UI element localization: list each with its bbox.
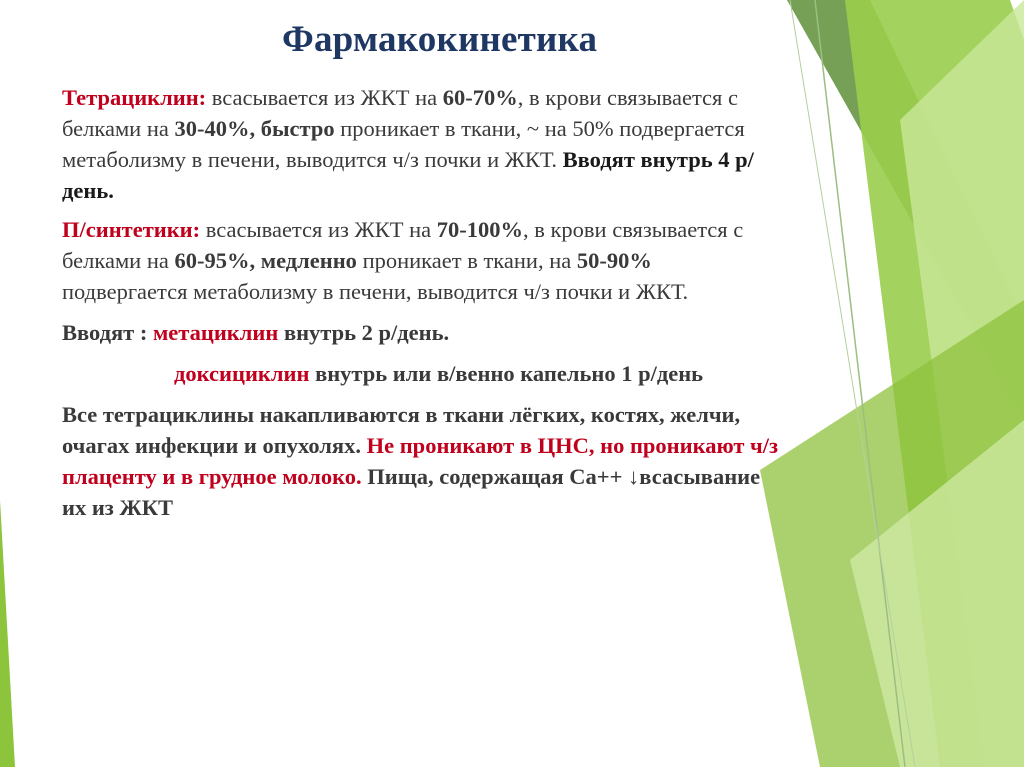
dosage-text: внутрь или в/венно капельно 1 р/день bbox=[309, 361, 704, 386]
slide-title: Фармакокинетика bbox=[282, 19, 598, 60]
green-band-left bbox=[0, 500, 15, 767]
dosage-text: Вводят внутрь 4 р/день. bbox=[62, 147, 754, 203]
text-span: проникает в ткани, ~ на 50% подвергается метаболизму в печени, выводится ч/з почки и ЖКТ. bbox=[62, 116, 745, 172]
text-span: , в крови связывается с белками на bbox=[62, 85, 739, 141]
paragraph-administration bbox=[62, 317, 782, 348]
value-protein-binding: 60-95%, медленно bbox=[174, 248, 357, 273]
text-span: всасывается из ЖКТ на bbox=[206, 85, 443, 110]
text-span: , в крови связывается с белками на bbox=[62, 217, 744, 273]
value-absorption: 60-70% bbox=[442, 85, 518, 110]
administration-lead: Вводят : bbox=[62, 320, 153, 345]
text-span: проникает в ткани, на bbox=[356, 248, 577, 273]
paragraph-semisynthetics bbox=[62, 214, 782, 307]
value-absorption: 70-100% bbox=[436, 217, 523, 242]
text-span: Пища, содержащая Са++ ↓всасывание их из ЖКТ bbox=[62, 464, 761, 520]
slide-body bbox=[62, 82, 782, 523]
dosage-text: внутрь 2 р/день. bbox=[278, 320, 450, 345]
drug-name-semisynthetics: П/синтетики: bbox=[62, 217, 201, 242]
drug-name-tetracycline: Тетрациклин: bbox=[62, 85, 207, 110]
text-span: всасывается из ЖКТ на bbox=[200, 217, 437, 242]
drug-name-doxycycline: доксициклин bbox=[174, 361, 310, 386]
value-protein-binding: 30-40%, быстро bbox=[174, 116, 335, 141]
text-span: Все тетрациклины накапливаются в ткани лёгких, костях, желчи, очагах инфекции и опухолях. bbox=[62, 402, 741, 458]
drug-name-metacycline: метациклин bbox=[152, 320, 279, 345]
paragraph-doxycycline bbox=[62, 358, 782, 389]
paragraph-distribution bbox=[62, 399, 782, 523]
paragraph-tetracycline bbox=[62, 82, 782, 206]
text-span: подвергается метаболизму в печени, выводится ч/з почки и ЖКТ. bbox=[62, 279, 689, 304]
warning-text: Не проникают в ЦНС, но проникают ч/з плаценту и в грудное молоко. bbox=[62, 433, 779, 489]
value-metabolism: 50-90% bbox=[576, 248, 652, 273]
